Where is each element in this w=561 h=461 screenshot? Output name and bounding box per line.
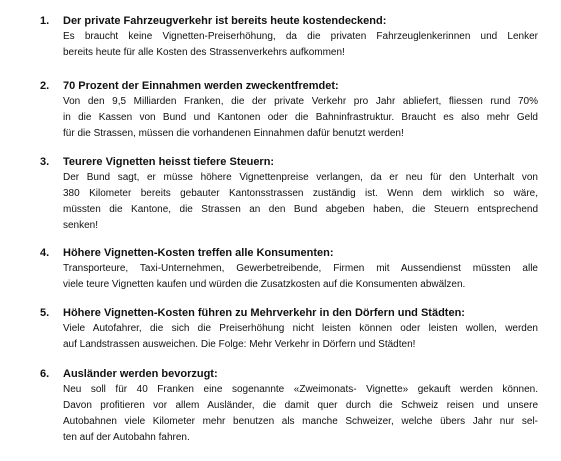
argument-body — [63, 94, 538, 142]
argument-body — [63, 321, 538, 353]
argument-number: 6. — [40, 368, 50, 380]
argument-number: 2. — [40, 80, 50, 92]
body-line: 380 Kilometer bereits gebauter Kantonsstrassen zuständig ist. Wenn dem wirklich so wäre, — [63, 188, 538, 199]
argument-number: 1. — [40, 15, 50, 27]
argument-title: Der private Fahrzeugverkehr ist bereits heute kostendeckend: — [63, 15, 387, 27]
body-line: Der Bund sagt, er müsse höhere Vignettenpreise verlangen, da er neu für den Unterhalt von — [63, 172, 538, 183]
body-line: Autobahnen viele Kilometer mehr benutzen als manche Schweizer, welche übers Jahr nur sel- — [63, 416, 538, 427]
argument-body — [63, 170, 538, 234]
argument-body — [63, 29, 538, 61]
argument-title: 70 Prozent der Einnahmen werden zweckentfremdet: — [63, 80, 339, 92]
body-line: senken! — [63, 220, 99, 231]
body-line: Transporteure, Taxi-Unternehmen, Gewerbetreibende, Firmen mit Aussendienst müssten alle — [63, 263, 538, 274]
body-line: in die Kassen von Bund und Kantonen oder die Bahninfrastruktur. Braucht es also mehr Geld — [63, 112, 538, 123]
argument-number: 3. — [40, 156, 50, 168]
body-line: bereits heute für alle Kosten des Strassenverkehrs aufkommen! — [63, 47, 345, 58]
argument-number: 5. — [40, 307, 50, 319]
body-line: ten auf der Autobahn fahren. — [63, 432, 190, 443]
body-line: Davon profitieren vor allem Ausländer, die damit quer durch die Schweiz reisen und unsere — [63, 400, 538, 411]
body-line: auf Landstrassen ausweichen. Die Folge: Mehr Verkehr in Dörfern und Städten! — [63, 339, 416, 350]
argument-number: 4. — [40, 247, 50, 259]
body-line: müssten die Kantone, die Strassen an den Bund abgeben haben, die Steuern entsprechend — [63, 204, 538, 215]
body-line: für die Strassen, müssen die vorhandenen Einnahmen dafür benutzt werden! — [63, 128, 404, 139]
argument-body — [63, 261, 538, 293]
body-line: Viele Autofahrer, die sich die Preiserhöhung nicht leisten können oder leisten wollen, werden — [63, 323, 538, 334]
body-line: Es braucht keine Vignetten-Preiserhöhung, da die privaten Fahrzeuglenkerinnen und Lenker — [63, 31, 538, 42]
argument-body — [63, 382, 538, 446]
argument-title: Teurere Vignetten heisst tiefere Steuern: — [63, 156, 275, 168]
argument-title: Höhere Vignetten-Kosten treffen alle Konsumenten: — [63, 247, 334, 259]
argument-title: Höhere Vignetten-Kosten führen zu Mehrverkehr in den Dörfern und Städten: — [63, 307, 465, 319]
body-line: viele teure Vignetten kaufen und würden die Zusatzkosten auf die Konsumenten abwälzen. — [63, 279, 466, 290]
argument-title: Ausländer werden bevorzugt: — [63, 368, 218, 380]
body-line: Neu soll für 40 Franken eine sogenannte «Zweimonats- Vignette» gekauft werden können. — [63, 384, 538, 395]
body-line: Von den 9,5 Milliarden Franken, die der private Verkehr pro Jahr abliefert, fliessen rund 70% — [63, 96, 538, 107]
